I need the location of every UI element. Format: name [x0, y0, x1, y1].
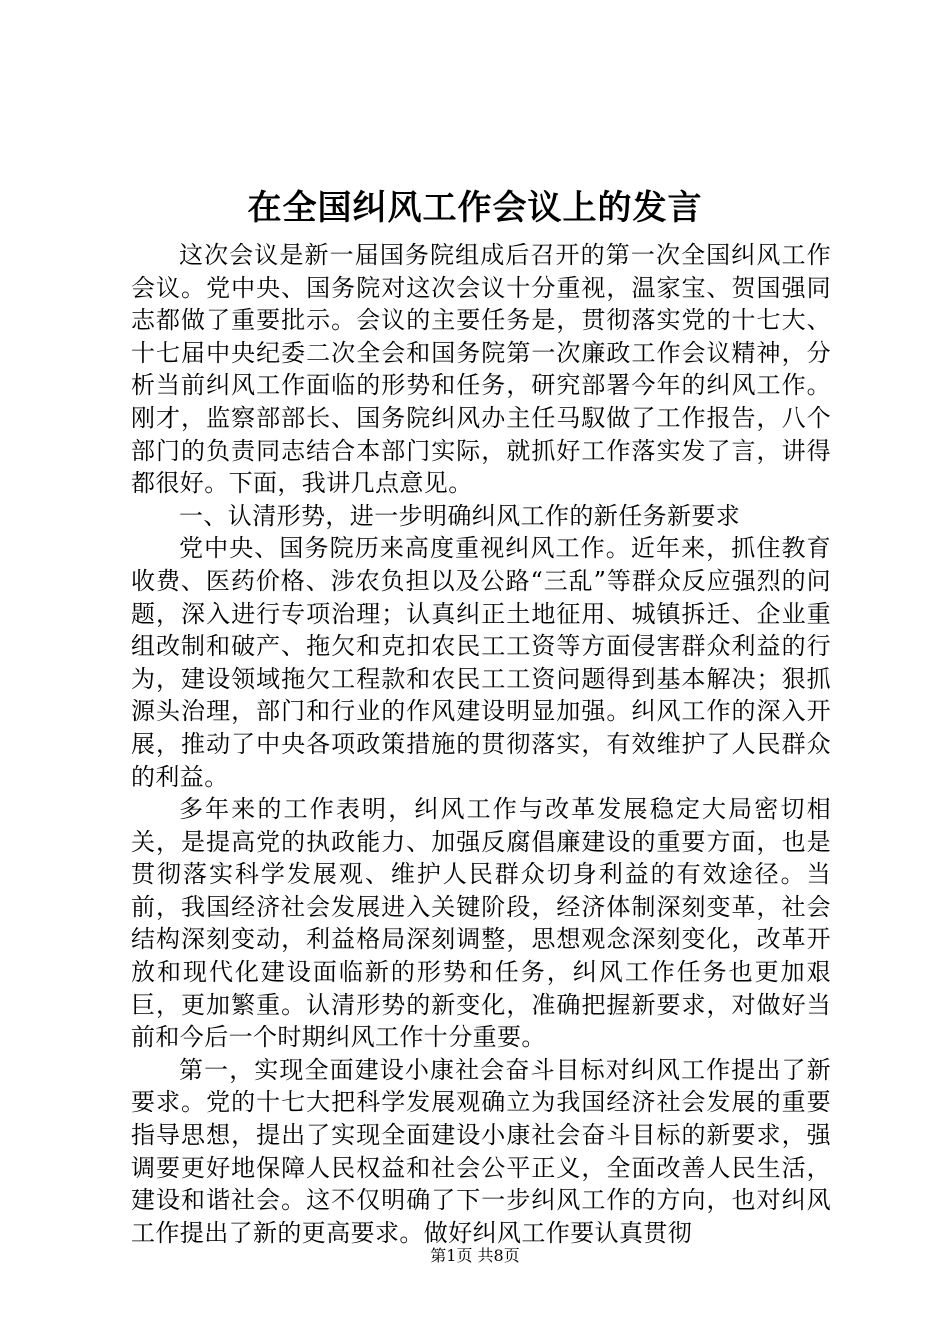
section-heading-1: 一、认清形势，进一步明确纠风工作的新任务新要求 [179, 501, 741, 530]
page-footer: 第1页 共8页 [430, 1246, 520, 1265]
document-body [131, 239, 831, 1249]
paragraph-intro: 这次会议是新一届国务院组成后召开的第一次全国纠风工作会议。党中央、国务院对这次会议十分重视，温家宝、贺国强同志都做了重要批示。会议的主要任务是，贯彻落实党的十七大、十七届中央纪委二次全会和国务院第一次廉政工作会议精神，分析当前纠风工作面临的形势和任务，研究部署今年的纠风工作。刚才，监察部部长、国务院纠风办主任马馭做了工作报告，八个部门的负责同志结合本部门实际，就抓好工作落实发了言，讲得都很好。下面，我讲几点意见。 [131, 241, 831, 498]
document-title: 在全国纠风工作会议上的发言 [247, 188, 703, 228]
paragraph-achievements: 党中央、国务院历来高度重视纠风工作。近年来，抓住教育收费、医药价格、涉农负担以及公路“三乱”等群众反应强烈的问题，深入进行专项治理；认真纠正土地征用、城镇拆迁、企业重组改制和破产、拖欠和克扣农民工工资等方面侵害群众利益的行为，建设领域拖欠工程款和农民工工资问题得到基本解决；狠抓源头治理，部门和行业的作风建设明显加强。纠风工作的深入开展，推动了中央各项政策措施的贯彻落实，有效维护了人民群众的利益。 [131, 534, 831, 791]
paragraph-situation: 多年来的工作表明，纠风工作与改革发展稳定大局密切相关，是提高党的执政能力、加强反腐倡廉建设的重要方面，也是贯彻落实科学发展观、维护人民群众切身利益的有效途径。当前，我国经济社会发展进入关键阶段，经济体制深刻变革，社会结构深刻变动，利益格局深刻调整，思想观念深刻变化，改革开放和现代化建设面临新的形势和任务，纠风工作任务也更加艰巨，更加繁重。认清形势的新变化，准确把握新要求，对做好当前和今后一个时期纠风工作十分重要。 [131, 795, 831, 1052]
paragraph-first-point: 第一，实现全面建设小康社会奋斗目标对纠风工作提出了新要求。党的十七大把科学发展观确立为我国经济社会发展的重要指导思想，提出了实现全面建设小康社会奋斗目标的新要求，强调要更好地保障人民权益和社会公平正义，全面改善人民生活，建设和谐社会。这不仅明确了下一步纠风工作的方向，也对纠风工作提出了新的更高要求。做好纠风工作要认真贯彻 [131, 1055, 831, 1247]
